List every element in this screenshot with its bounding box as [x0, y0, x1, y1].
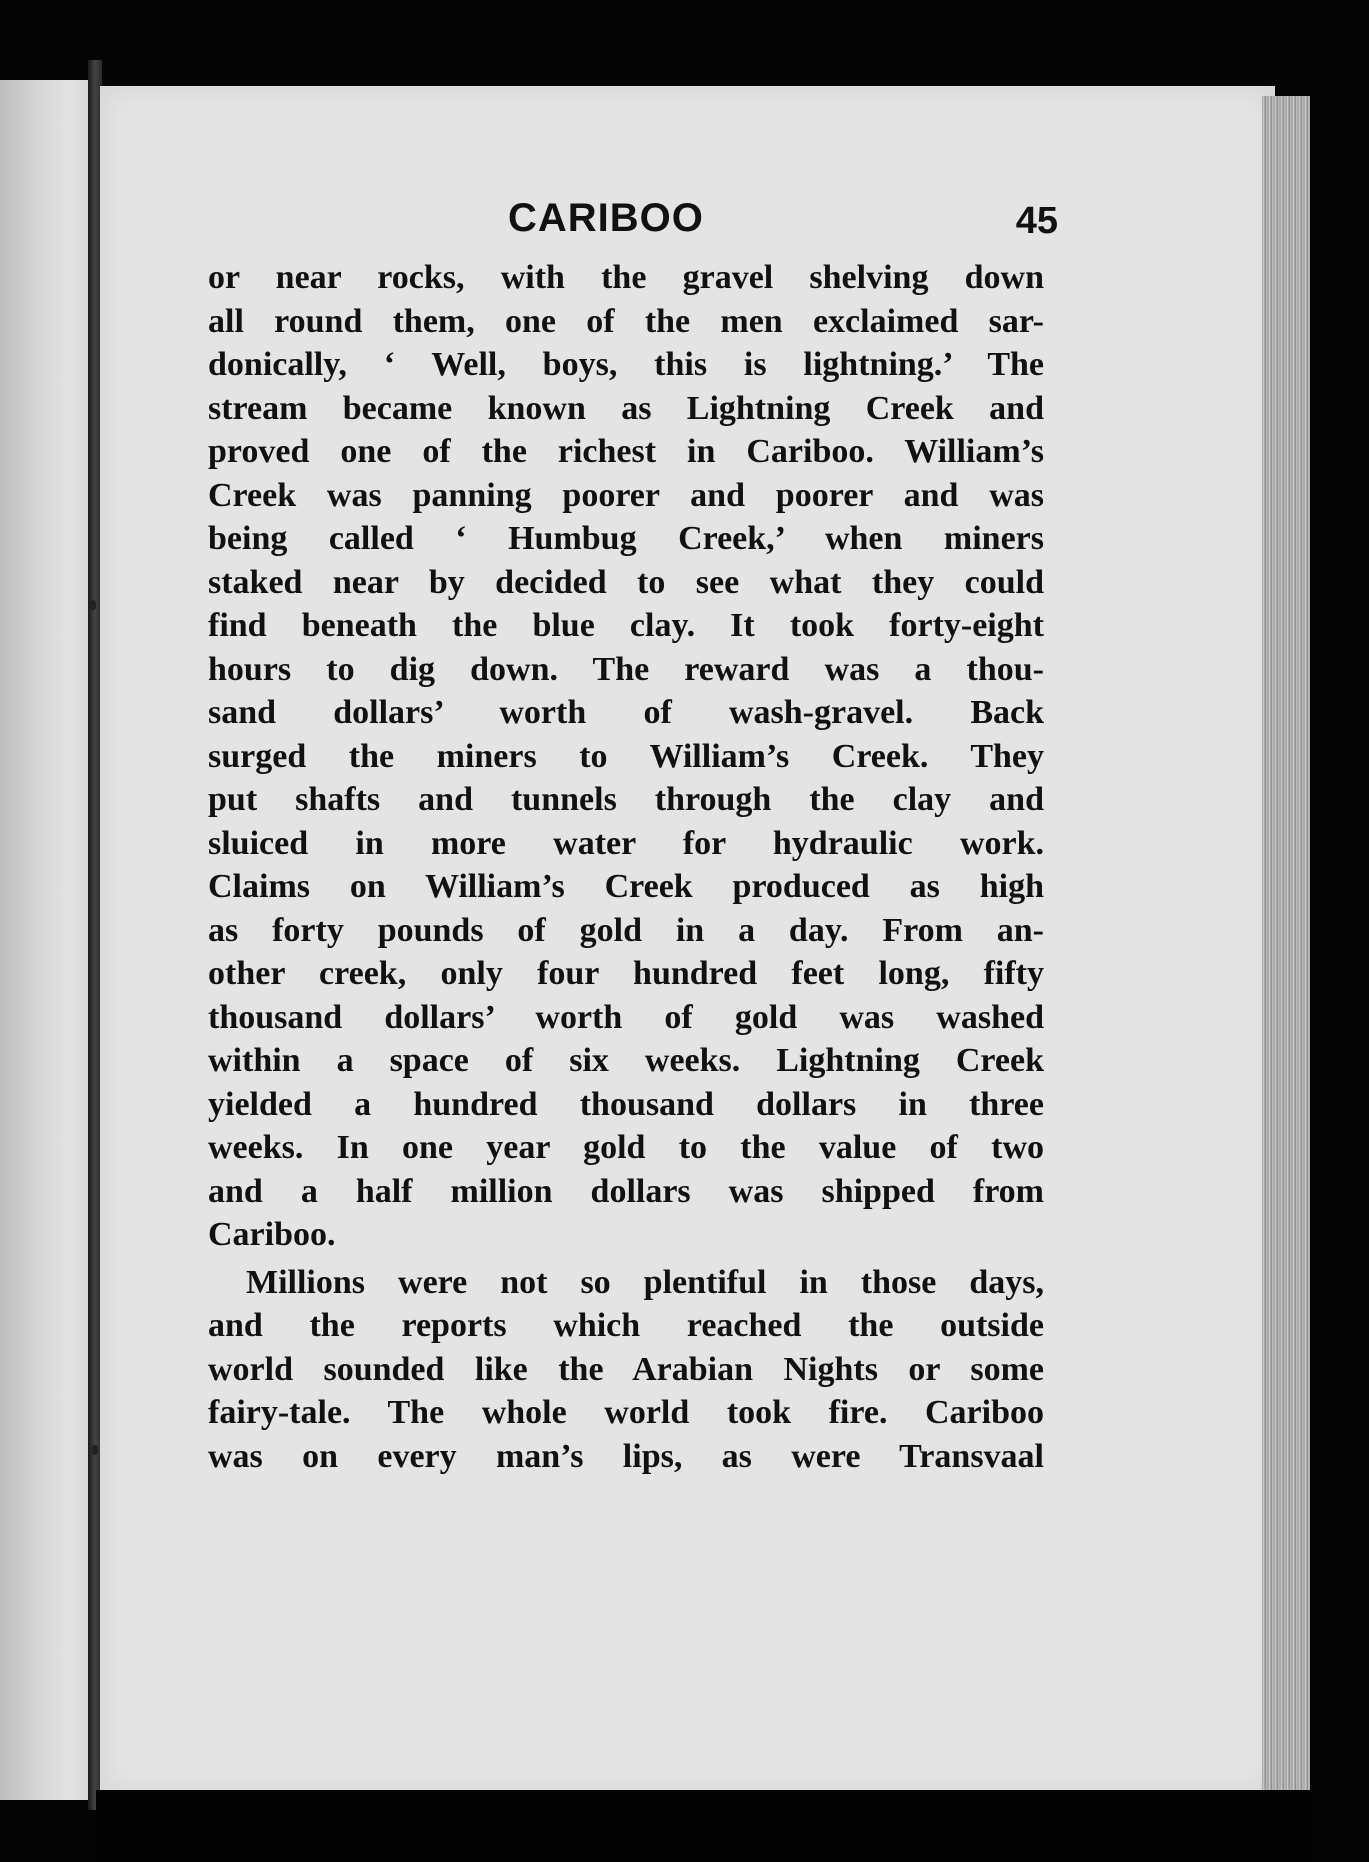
text-line: and a half million dollars was shipped from	[208, 1172, 1044, 1210]
body-text	[208, 256, 1044, 1478]
text-line: fairy-tale. The whole world took fire. Cariboo	[208, 1394, 1044, 1431]
text-line: Creek was panning poorer and poorer and was	[208, 476, 1044, 514]
text-line: Cariboo.	[208, 1216, 336, 1253]
scan-border	[96, 1790, 1311, 1862]
page-number: 45	[1015, 200, 1058, 242]
text-line: Millions were not so plentiful in those days,	[246, 1263, 1044, 1301]
text-line: and the reports which reached the outside	[208, 1307, 1044, 1344]
text-line: within a space of six weeks. Lightning Creek	[208, 1042, 1044, 1079]
text-line: donically, ‘ Well, boys, this is lightning.’ The	[208, 346, 1044, 383]
text-line: yielded a hundred thousand dollars in three	[208, 1085, 1044, 1123]
text-line: sluiced in more water for hydraulic work.	[208, 824, 1044, 862]
text-line: put shafts and tunnels through the clay and	[208, 781, 1044, 818]
text-line: or near rocks, with the gravel shelving down	[208, 259, 1044, 296]
scan-speck	[90, 600, 96, 610]
text-line: find beneath the blue clay. It took forty-eight	[208, 607, 1044, 644]
text-line: surged the miners to William’s Creek. They	[208, 737, 1044, 775]
text-line: stream became known as Lightning Creek and	[208, 389, 1044, 427]
scan-speck	[92, 1445, 98, 1455]
text-line: all round them, one of the men exclaimed sar-	[208, 302, 1044, 340]
text-line: as forty pounds of gold in a day. From an-	[208, 911, 1044, 949]
text-line: being called ‘ Humbug Creek,’ when miners	[208, 520, 1044, 557]
text-line: proved one of the richest in Cariboo. William’s	[208, 433, 1044, 470]
text-line: staked near by decided to see what they could	[208, 563, 1044, 601]
page-stack-edge	[1262, 96, 1310, 1796]
running-head-title: CARIBOO	[508, 196, 704, 240]
text-line: hours to dig down. The reward was a thou-	[208, 650, 1044, 688]
paragraph	[208, 1261, 1044, 1479]
paragraph	[208, 256, 1044, 1257]
text-line: thousand dollars’ worth of gold was washed	[208, 998, 1044, 1036]
text-line: world sounded like the Arabian Nights or some	[208, 1350, 1044, 1388]
running-head	[208, 184, 1058, 244]
text-line: other creek, only four hundred feet long, fifty	[208, 955, 1044, 992]
facing-page-edge	[0, 80, 100, 1800]
text-line: weeks. In one year gold to the value of two	[208, 1129, 1044, 1166]
text-line: sand dollars’ worth of wash-gravel. Back	[208, 694, 1044, 731]
text-line: Claims on William’s Creek produced as high	[208, 868, 1044, 905]
text-line: was on every man’s lips, as were Transvaal	[208, 1437, 1044, 1475]
